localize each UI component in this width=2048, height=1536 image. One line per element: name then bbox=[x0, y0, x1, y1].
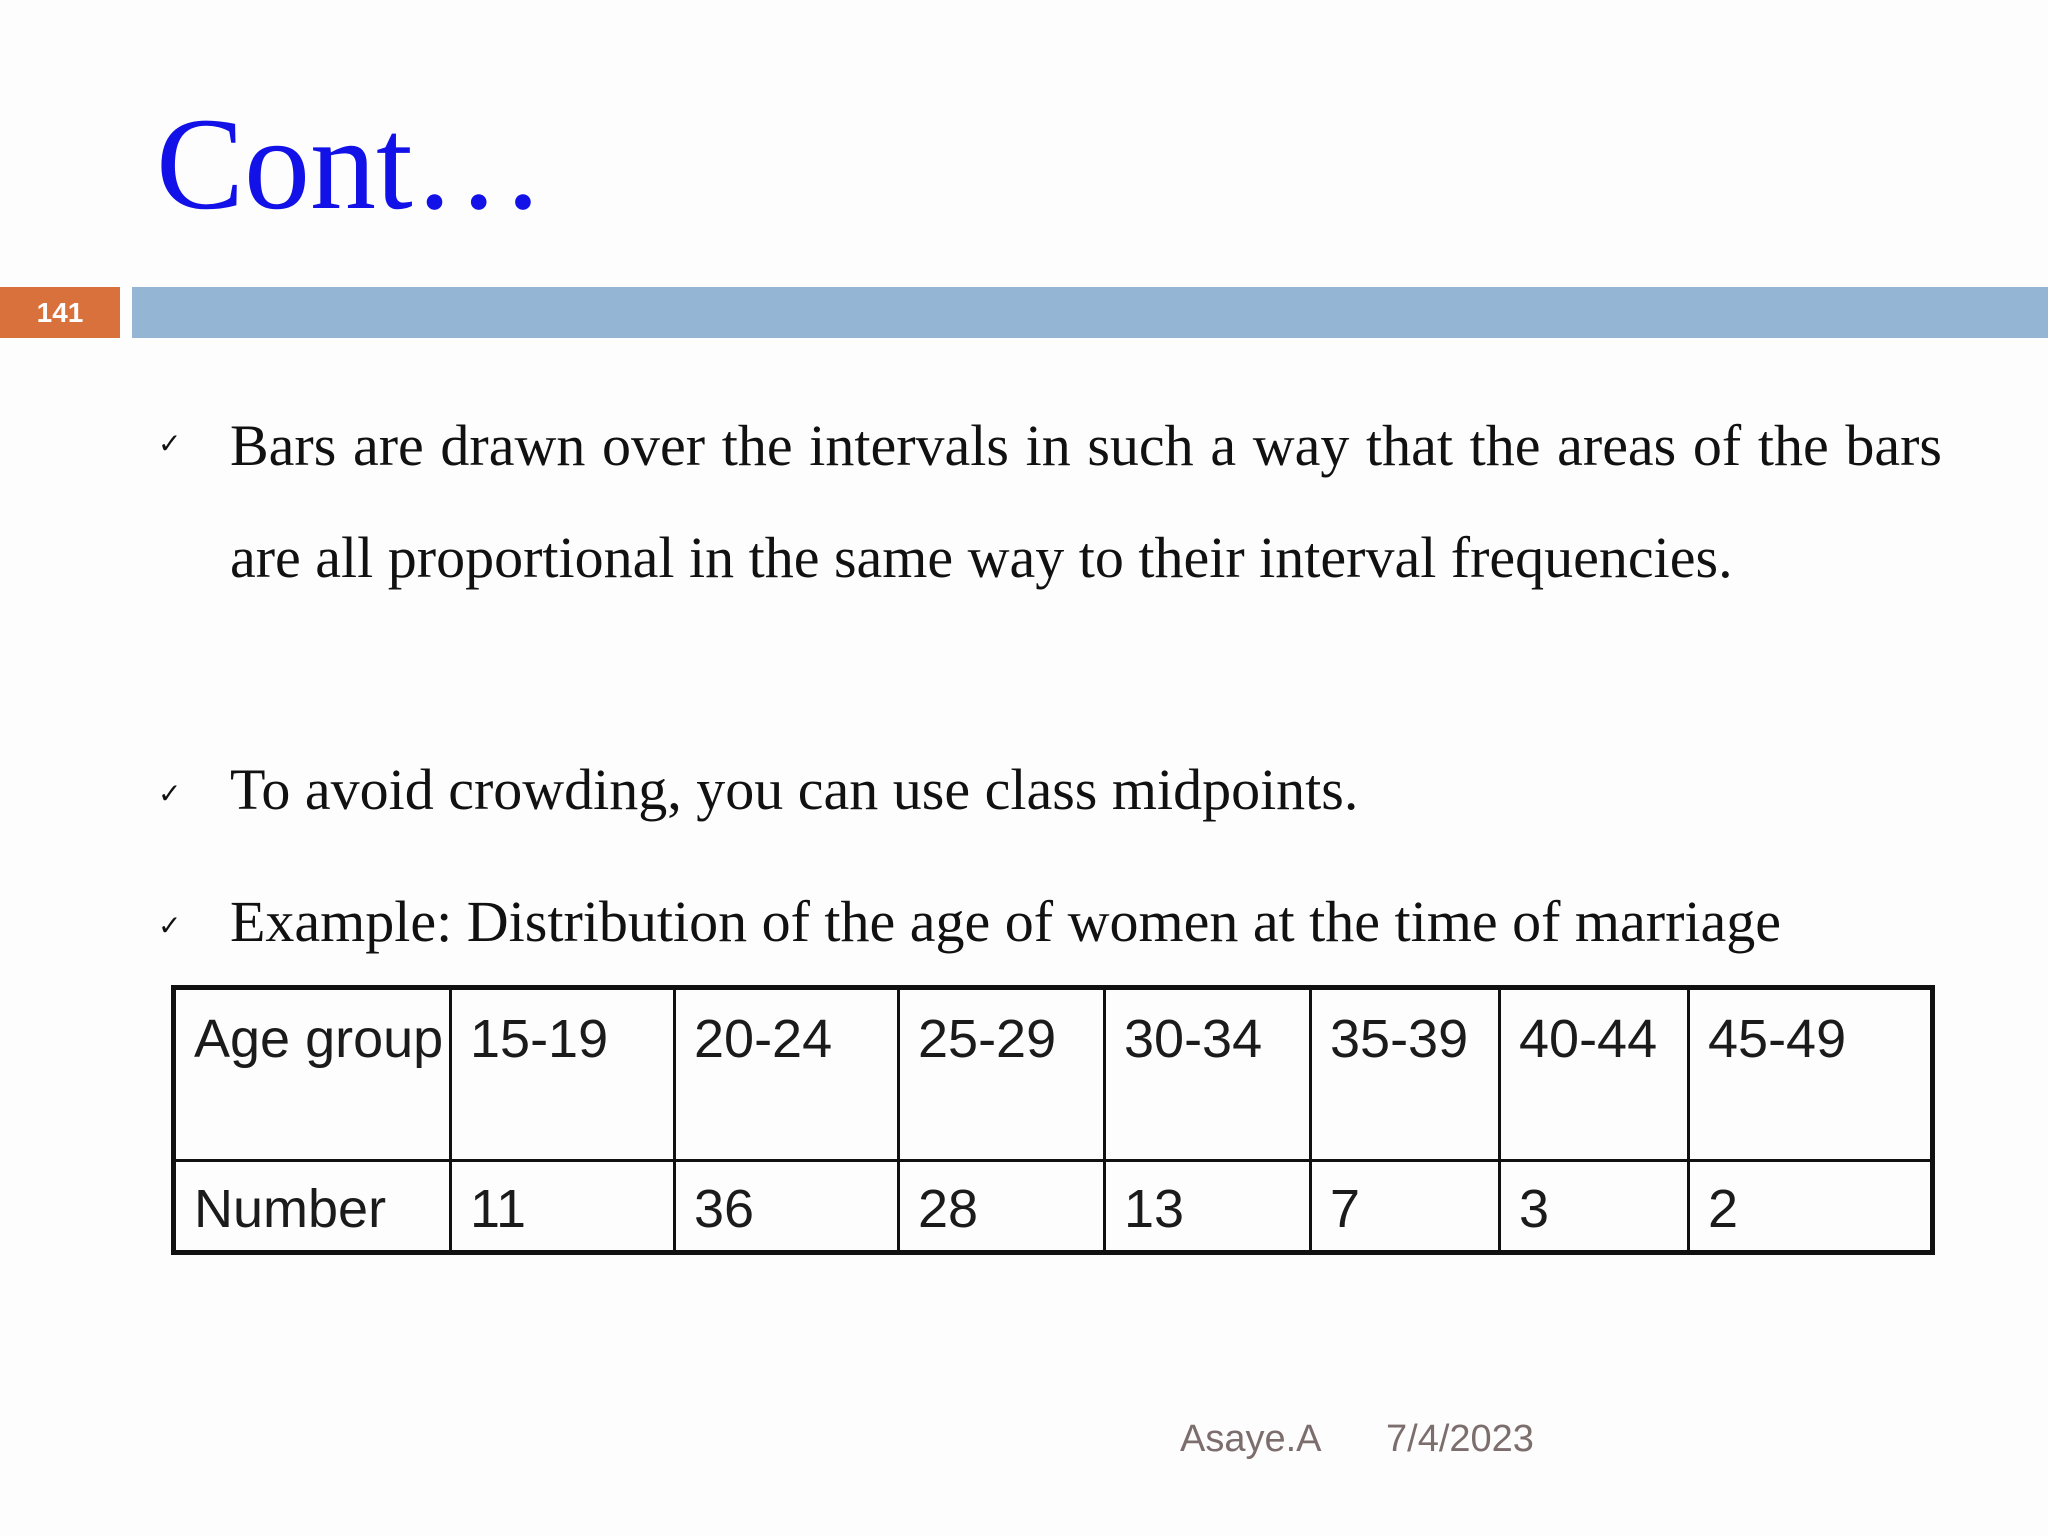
table-cell-number: 36 bbox=[675, 1161, 899, 1253]
table-cell-age-group: 30-34 bbox=[1105, 988, 1311, 1161]
table-cell-number: 11 bbox=[451, 1161, 675, 1253]
table-cell-number: 3 bbox=[1500, 1161, 1689, 1253]
table-cell-age-group: 25-29 bbox=[899, 988, 1105, 1161]
table-cell-number: 2 bbox=[1689, 1161, 1933, 1253]
table-cell-age-group: 20-24 bbox=[675, 988, 899, 1161]
checkmark-icon: ✓ bbox=[158, 909, 182, 942]
slide-title: Cont… bbox=[156, 90, 545, 237]
footer-author: Asaye.A bbox=[1180, 1418, 1322, 1460]
table-cell-age-group: 40-44 bbox=[1500, 988, 1689, 1161]
footer-date: 7/4/2023 bbox=[1386, 1418, 1534, 1460]
table-row bbox=[174, 1161, 1933, 1253]
page-number-badge: 141 bbox=[0, 287, 120, 338]
age-distribution-table bbox=[171, 985, 1935, 1255]
table-cell-age-group: 35-39 bbox=[1311, 988, 1500, 1161]
checkmark-icon: ✓ bbox=[158, 777, 182, 810]
bullet-text-1: Bars are drawn over the intervals in such a way that the areas of the bars are all proportional in the same way to their interval frequencies. bbox=[230, 413, 1942, 590]
row-header-age-group: Age group bbox=[174, 988, 451, 1161]
table-cell-age-group: 45-49 bbox=[1689, 988, 1933, 1161]
table-cell-number: 28 bbox=[899, 1161, 1105, 1253]
table-row bbox=[174, 988, 1933, 1161]
bullet-text-2: To avoid crowding, you can use class midpoints. bbox=[230, 757, 1359, 822]
bullet-text-3: Example: Distribution of the age of women at the time of marriage bbox=[230, 889, 1782, 954]
table-cell-age-group: 15-19 bbox=[451, 988, 675, 1161]
row-header-number: Number bbox=[174, 1161, 451, 1253]
checkmark-icon: ✓ bbox=[158, 427, 182, 460]
table-cell-number: 13 bbox=[1105, 1161, 1311, 1253]
table-cell-number: 7 bbox=[1311, 1161, 1500, 1253]
